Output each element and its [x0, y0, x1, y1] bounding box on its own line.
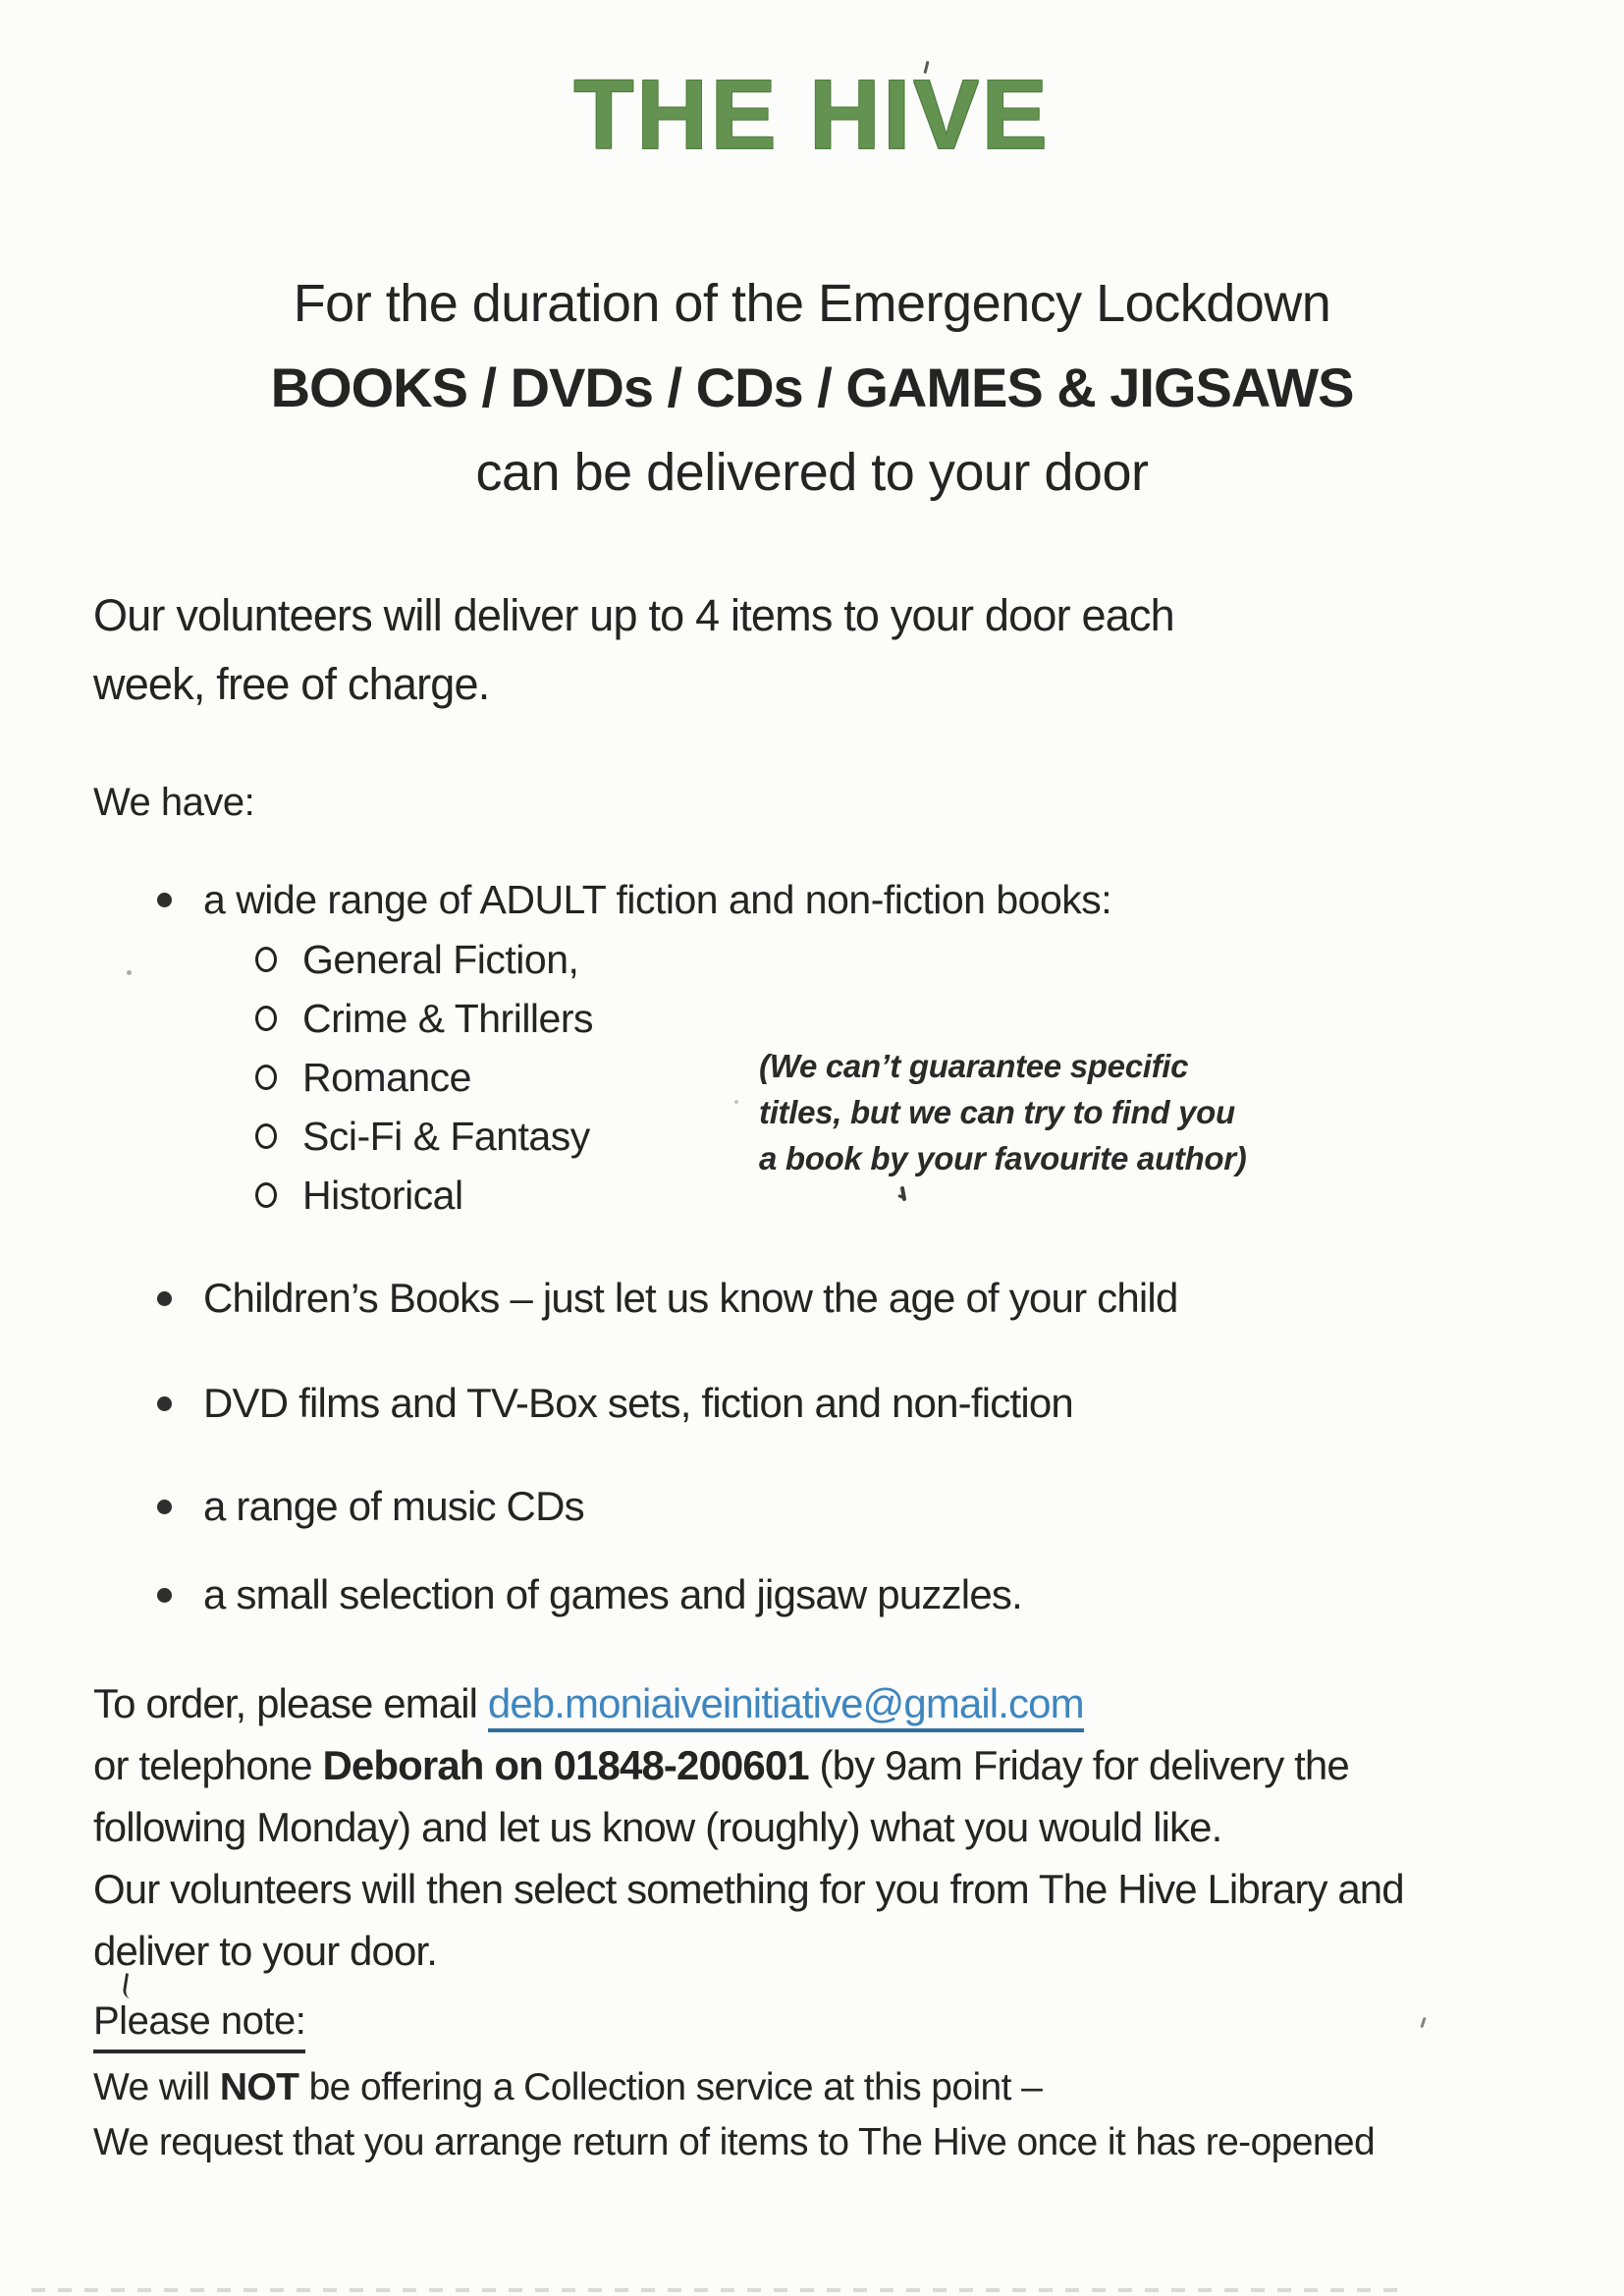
bullet-icon [157, 1291, 172, 1306]
order-line-2-suffix: (by 9am Friday for delivery the [808, 1742, 1349, 1788]
hollow-bullet-icon [255, 1182, 277, 1208]
guarantee-note [759, 1043, 1246, 1181]
please-note-heading: Please note: [93, 1999, 305, 2053]
email-link[interactable]: deb.moniaiveinitiative@gmail.com [488, 1680, 1084, 1732]
intro-paragraph [93, 581, 1174, 719]
sub-list-item-label: Romance [302, 1054, 471, 1100]
list-item-label: a wide range of ADULT fiction and non-fiction books: [203, 876, 1112, 922]
order-line-3: following Monday) and let us know (roughly) what you would like. [93, 1804, 1222, 1850]
order-line-2-prefix: or telephone [93, 1742, 323, 1788]
hollow-bullet-icon [255, 1123, 277, 1149]
list-item-label: Children’s Books – just let us know the age of your child [203, 1275, 1178, 1321]
list-item-games-jigsaws [93, 1567, 1022, 1622]
pen-mark-artifact [122, 1973, 137, 1999]
note-line-1-suffix: be offering a Collection service at this point – [298, 2066, 1043, 2108]
phone-contact-bold: Deborah on 01848-200601 [322, 1742, 809, 1788]
intro-line-2: week, free of charge. [93, 659, 490, 709]
header-line-items: BOOKS / DVDs / CDs / GAMES & JIGSAWS [270, 356, 1354, 418]
guarantee-note-line-3: a book by your favourite author) [759, 1140, 1247, 1176]
note-line-return: We request that you arrange return of items to The Hive once it has re-opened [93, 2121, 1376, 2163]
header-block [0, 261, 1624, 515]
sub-list-item-label: Crime & Thrillers [302, 995, 593, 1041]
note-not-bold: NOT [219, 2066, 299, 2108]
order-line-4: Our volunteers will then select something for you from The Hive Library and [93, 1866, 1404, 1912]
scan-speck [1420, 2017, 1426, 2028]
list-item-music-cds [93, 1479, 584, 1534]
intro-line-1: Our volunteers will deliver up to 4 items to your door each [93, 590, 1174, 640]
list-item-label: DVD films and TV-Box sets, fiction and non-fiction [203, 1380, 1073, 1426]
hollow-bullet-icon [255, 1006, 277, 1031]
note-line-collection [93, 2066, 1042, 2109]
we-have-label: We have: [93, 781, 255, 824]
order-paragraph [93, 1672, 1404, 1982]
hollow-bullet-icon [255, 947, 277, 972]
order-line-5: deliver to your door. [93, 1928, 437, 1974]
scan-speck [734, 1100, 738, 1104]
scan-speck [127, 970, 132, 975]
header-line-duration: For the duration of the Emergency Lockdown [293, 274, 1331, 333]
sub-list-item-label: Historical [302, 1172, 463, 1218]
bullet-icon [157, 1588, 172, 1603]
bottom-scan-artifact [31, 2288, 1406, 2292]
sub-list-item-label: General Fiction, [302, 936, 579, 982]
order-line-2 [93, 1734, 1404, 1796]
sub-list-item-label: Sci-Fi & Fantasy [302, 1113, 590, 1159]
list-item-label: a range of music CDs [203, 1483, 584, 1529]
sub-list-item-crime-thrillers [93, 989, 1111, 1048]
bullet-icon [157, 1500, 172, 1514]
bullet-icon [157, 893, 172, 907]
order-line-1-prefix: To order, please email [93, 1680, 488, 1726]
bullet-icon [157, 1396, 172, 1411]
guarantee-note-line-2: titles, but we can try to find you [759, 1094, 1235, 1130]
list-item-adult-books [93, 869, 1111, 930]
list-item-label: a small selection of games and jigsaw puzzles. [203, 1571, 1022, 1617]
header-line-delivered: can be delivered to your door [475, 443, 1149, 502]
note-line-1-prefix: We will [93, 2066, 220, 2108]
page-title: THE HIVE [573, 60, 1051, 170]
list-item-childrens-books [93, 1271, 1178, 1326]
list-item-dvd-films [93, 1376, 1073, 1431]
sub-list-item-general-fiction [93, 930, 1111, 989]
order-line-1 [93, 1672, 1404, 1734]
guarantee-note-line-1: (We can’t guarantee specific [759, 1048, 1189, 1084]
hollow-bullet-icon [255, 1065, 277, 1090]
